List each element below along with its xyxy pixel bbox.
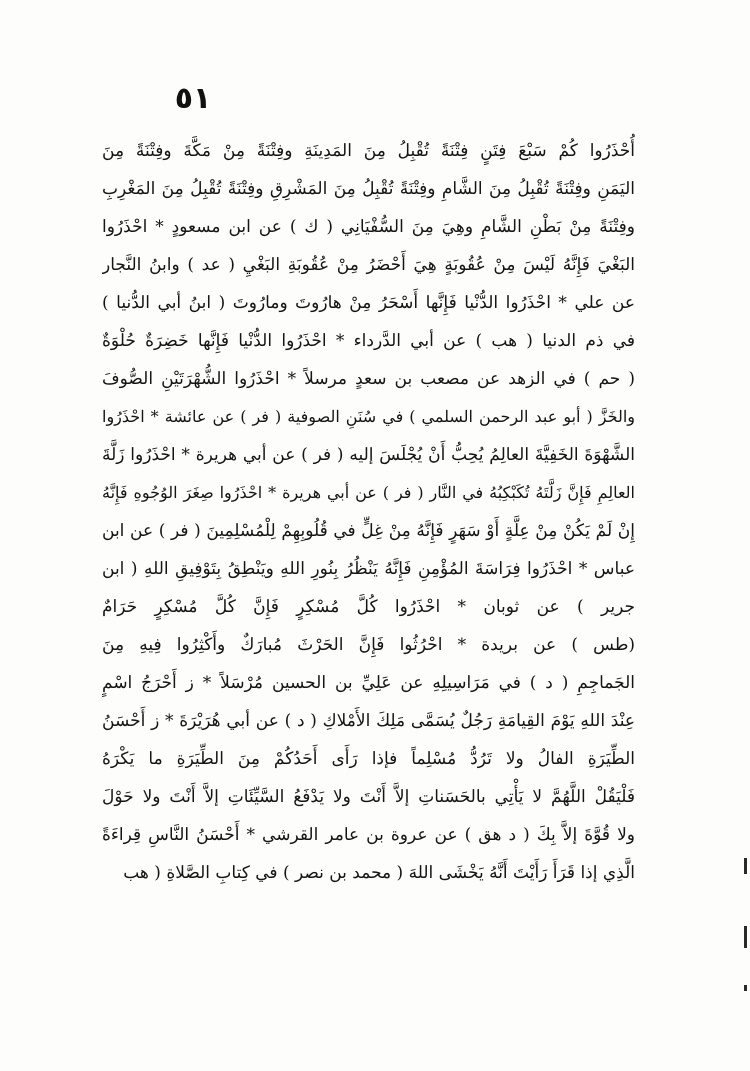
text-line-15: الجَماجِمِ ( د ) في مَرَاسِيلِهِ عن عَلِيِّ بن الحسين مُرْسَلاً * ز أَحْرَجُ اسْمٍ bbox=[102, 673, 635, 693]
text-line-10: العالِمِ فَإِنَّ زَلَّتَهُ تُكَبْكِبُهُ في النَّار ( فر ) عن أبي هريرة * احْذَرُوا صِغَرَ الوُجُوهِ فَإِنَّهُ bbox=[102, 483, 635, 502]
scan-edge-mark bbox=[744, 985, 747, 991]
text-line-18: فَلْيَقُلْ اللَّهُمَّ لا يَأْتِي بالحَسَناتِ إلاَّ أَنْتَ ولا يَدْفَعُ السَّيِّئَاتِ إلاَّ أَنْتَ ولا حَوْلَ bbox=[102, 787, 635, 807]
text-line-14: (طس ) عن بريدة * احْرُثُوا فَإِنَّ الحَرْثَ مُبارَكٌ وأَكْثِرُوا فِيهِ مِنَ bbox=[102, 635, 635, 655]
text-line-1: أُحْذَرُوا كُمْ سَبْعَ فِتَنٍ فِتْنَةً تُقْبِلُ مِنَ المَدِينَةِ وفِتْنَةً مِنْ مَكَّةَ وفِتْنَةً مِنَ bbox=[102, 141, 635, 161]
text-line-17: الطِّيَرَةِ الفالُ ولا تَرُدُّ مُسْلِماً فإذا رَأَى أَحَدُكُمْ مِنَ الطِّيَرَةِ ما يَكْرَهُ bbox=[102, 749, 635, 769]
text-line-19: ولا قُوَّةَ إلاَّ بِكَ ( د هق ) عن عروة بن عامر القرشي * أَحْسَنُ النَّاسِ قِراءَةً bbox=[102, 825, 635, 845]
page-number: ٥١ bbox=[174, 81, 212, 116]
text-line-16: عِنْدَ اللهِ يَوْمَ القِيامَةِ رَجُلٌ يُسَمَّى مَلِكَ الأَمْلاكِ ( د ) عن أبي هُرَيْرَةَ * ز أَحْسَنُ bbox=[102, 711, 635, 731]
hadith-text-block bbox=[102, 132, 635, 892]
text-line-7: ( حم ) في الزهد عن مصعب بن سعدٍ مرسلاً * احْذَرُوا الشُّهْرَتَيْنِ الصُّوفَ bbox=[102, 369, 635, 389]
scan-edge-mark bbox=[744, 926, 747, 948]
text-line-20: الَّذِي إذا قَرَأَ رَأَيْتَ أَنَّهُ يَخْشَى اللهَ ( محمد بن نصر ) في كِتابِ الصَّلاةِ ( هب bbox=[123, 863, 635, 883]
text-line-6: في ذم الدنيا ( هب ) عن أبي الدَّرداء * احْذَرُوا الدُّنْيا فَإِنَّها خَضِرَةٌ حُلْوَةٌ bbox=[102, 331, 635, 351]
text-line-5: عن علي * احْذَرُوا الدُّنْيا فَإِنَّها أَسْحَرُ مِنْ هارُوتَ ومارُوتَ ( ابنُ أبي الدُّنيا ) bbox=[102, 293, 635, 313]
text-line-4: البَغْيَ فَإِنَّهُ لَيْسَ مِنْ عُقُوبَةٍ هِيَ أَحْضَرُ مِنْ عُقُوبَةِ البَغْيِ ( عد ) وابنُ النَّجار bbox=[102, 255, 635, 275]
text-line-2: اليَمَنِ وفِتْنَةً تُقْبِلُ مِنَ الشَّامِ وفِتْنَةً تُقْبِلُ مِنَ المَشْرِقِ وفِتْنَةً تُقْبِلُ مِنَ المَغْرِبِ bbox=[102, 179, 635, 199]
text-line-12: عباس * احْذَرُوا فِرَاسَةَ المُؤْمِنِ فَإِنَّهُ يَنْظُرُ بِنُورِ اللهِ ويَنْطِقُ بِتَوْفِيقِ اللهِ ( ابن bbox=[102, 559, 635, 579]
scan-edge-mark bbox=[744, 858, 747, 874]
text-line-13: جرير ) عن ثوبان * احْذَرُوا كُلَّ مُسْكِرٍ فَإِنَّ كُلَّ مُسْكِرٍ حَرَامٌ bbox=[102, 597, 635, 617]
text-line-9: الشَّهْوَةَ الخَفِيَّةَ العالِمُ يُحِبُّ أَنْ يُجْلَسَ إليه ( فر ) عن أبي هريرة * احْذَرُوا زَلَّةَ bbox=[102, 445, 635, 465]
text-line-8: والخَزَّ ( أبو عبد الرحمن السلمي ) في سُنَنِ الصوفية ( فر ) عن عائشة * احْذَرُوا bbox=[102, 407, 635, 426]
text-line-3: وفِتْنَةً مِنْ بَطْنِ الشَّامِ وهِيَ مِنَ السُّفْيَانِي ( ك ) عن ابن مسعودٍ * احْذَرُوا bbox=[102, 217, 635, 237]
text-line-11: إِنْ لَمْ يَكُنْ مِنْ عِلَّةٍ أَوْ سَهَرٍ فَإِنَّهُ مِنْ غِلٍّ في قُلُوبِهِمْ لِلْمُسْلِمِينَ ( فر ) عن ابن bbox=[102, 521, 635, 541]
